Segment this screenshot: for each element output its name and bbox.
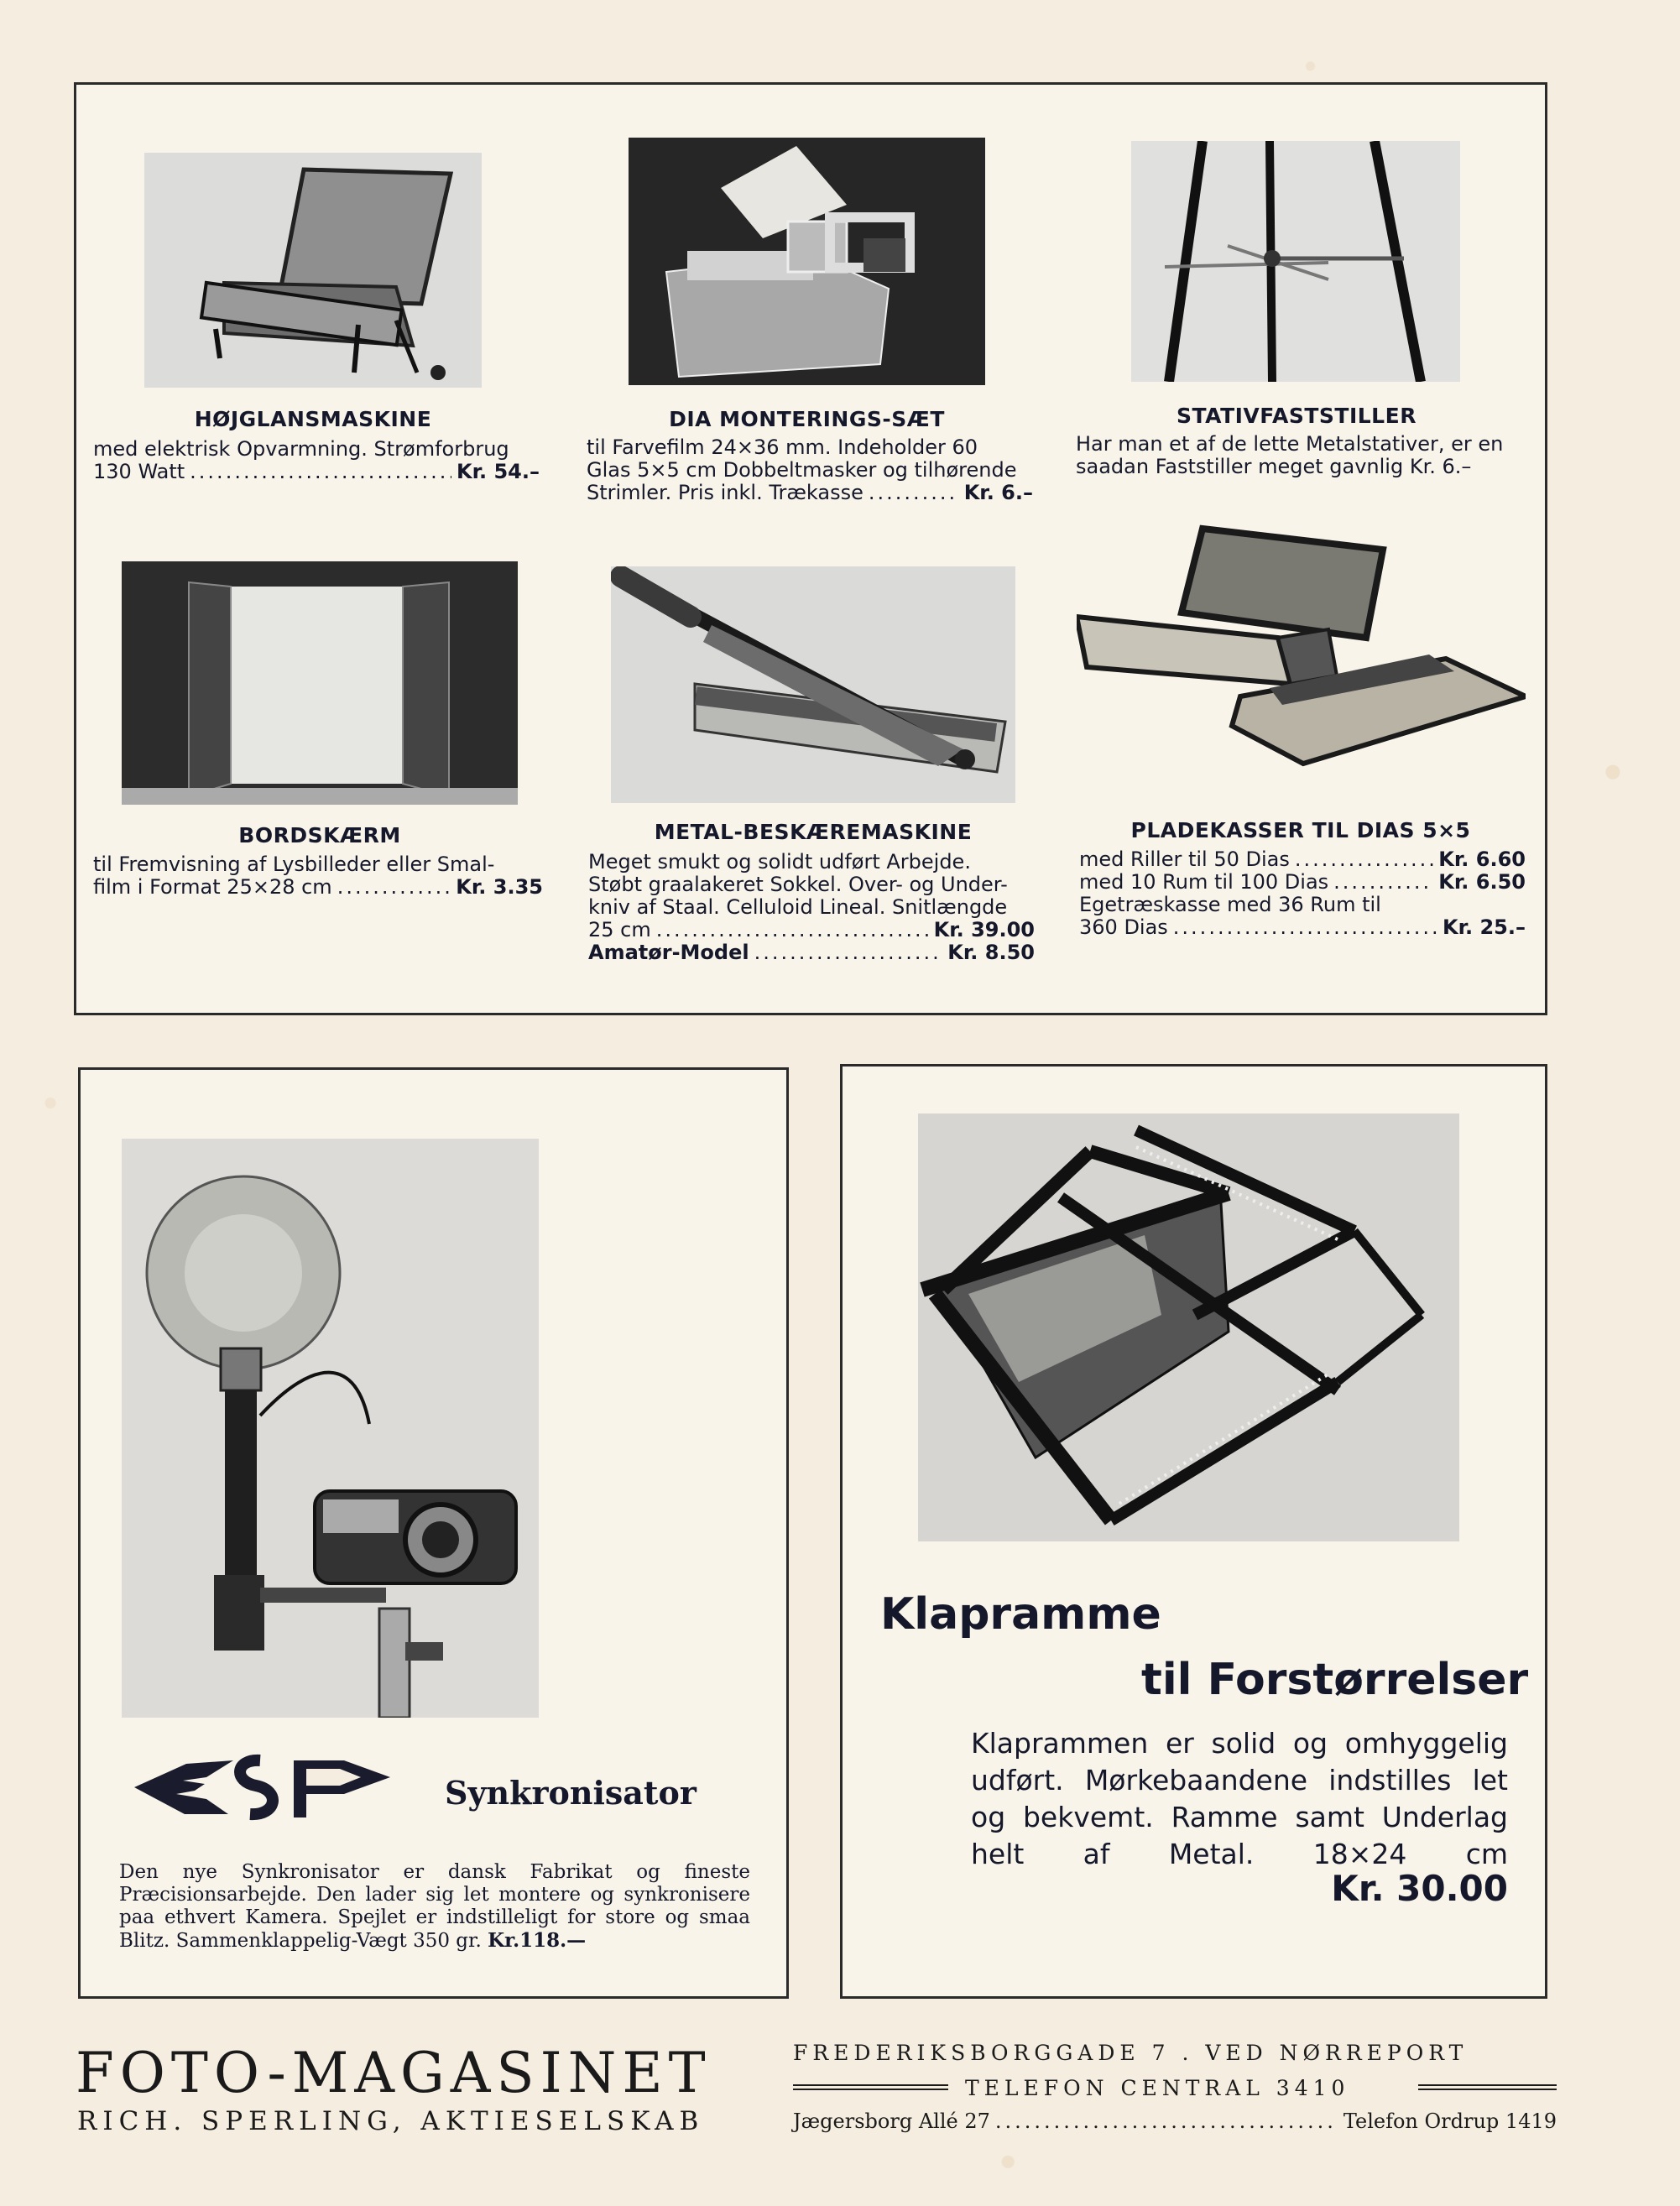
price-value: Kr. 6.50 xyxy=(1438,870,1526,894)
description-line: Glas 5×5 cm Dobbeltmasker og tilhørende xyxy=(587,458,1017,482)
description-line: saadan Faststiller meget gavnlig Kr. 6.– xyxy=(1076,455,1472,478)
klapramme-title-line1: Klapramme xyxy=(880,1589,1161,1640)
product-description xyxy=(588,851,1035,964)
esp-price: Kr.118.— xyxy=(488,1929,587,1952)
esp-body-text xyxy=(119,1861,750,1953)
price-row-label: med 10 Rum til 100 Dias xyxy=(1079,870,1329,894)
metal-beskaeremaskine-photo xyxy=(611,566,1015,803)
price-value: Kr. 25.– xyxy=(1443,915,1526,939)
description-line: med elektrisk Opvarmning. Strømforbrug xyxy=(93,437,509,461)
price-value: Kr. 6.– xyxy=(963,481,1033,504)
stativfaststiller-photo xyxy=(1131,141,1460,382)
footer-branch-phone: Telefon Ordrup 1419 xyxy=(1343,2110,1557,2133)
footer-company: RICH. SPERLING, AKTIESELSKAB xyxy=(77,2106,705,2136)
price-row xyxy=(93,876,543,899)
klapramme-price: Kr. 30.00 xyxy=(1331,1868,1508,1909)
klapramme-photo xyxy=(918,1113,1459,1541)
esp-logo xyxy=(134,1744,390,1832)
price-value: Kr. 39.00 xyxy=(933,918,1035,941)
product-description xyxy=(93,853,543,899)
footer-phone: TELEFON CENTRAL 3410 xyxy=(965,2076,1350,2100)
description-line: Meget smukt og solidt udført Arbejde. xyxy=(588,850,971,874)
product-title: DIA MONTERINGS-SÆT xyxy=(669,407,945,431)
product-description xyxy=(587,436,1033,504)
footer-rule-right xyxy=(1418,2084,1557,2090)
price-value: Kr. 3.35 xyxy=(456,875,543,899)
footer-store-name: FOTO-MAGASINET xyxy=(76,2041,712,2105)
esp-body: Den nye Synkronisator er dansk Fabrikat og fineste Præcisionsarbejde. Den lader sig let montere og synkronisere paa ethvert Kamera. Spejlet er indstilleligt for store og smaa Blitz. Sammenklappelig-Vægt 350 gr. xyxy=(119,1861,750,1952)
price-value: Kr. 6.60 xyxy=(1438,847,1526,871)
description-line: kniv af Staal. Celluloid Lineal. Snitlængde xyxy=(588,895,1008,919)
product-title: BORDSKÆRM xyxy=(238,823,401,847)
description-line: til Fremvisning af Lysbilleder eller Smal- xyxy=(93,853,495,876)
price-row xyxy=(588,919,1035,941)
footer-rule-left xyxy=(793,2084,948,2090)
price-row-label: med Riller til 50 Dias xyxy=(1079,847,1290,871)
klapramme-title-line2: til Forstørrelser xyxy=(1141,1655,1529,1705)
product-description xyxy=(1079,848,1526,939)
description-line: til Farvefilm 24×36 mm. Indeholder 60 xyxy=(587,435,978,459)
price-row xyxy=(1079,916,1526,939)
description-line: Egetræskasse med 36 Rum til xyxy=(1079,893,1381,916)
footer-branch-line xyxy=(793,2110,1557,2133)
dia-monterings-saet-photo xyxy=(629,138,985,385)
synkronisator-camera-photo xyxy=(122,1139,539,1718)
footer-address: FREDERIKSBORGGADE 7 . VED NØRREPORT xyxy=(793,2041,1469,2065)
description-line: Har man et af de lette Metalstativer, er en xyxy=(1076,432,1504,456)
hojglansmaskine-photo xyxy=(144,153,482,388)
klapramme-body: Klaprammen er solid og omhyggelig udført. Mørkebaandene indstilles let og bekvemt. Ramme samt Underlag helt af Metal. 18×24 cm xyxy=(971,1727,1508,1870)
price-row-label: 25 cm xyxy=(588,918,651,941)
product-title: PLADEKASSER TIL DIAS 5×5 xyxy=(1130,818,1471,842)
product-title: HØJGLANSMASKINE xyxy=(194,407,432,431)
price-row xyxy=(588,941,1035,964)
price-row xyxy=(587,482,1033,504)
price-row-label: 360 Dias xyxy=(1079,915,1168,939)
price-row-label: film i Format 25×28 cm xyxy=(93,875,332,899)
price-value: Kr. 8.50 xyxy=(947,941,1035,964)
esp-heading: Synkronisator xyxy=(445,1774,697,1812)
pladekasser-photo xyxy=(1077,520,1526,772)
description-line: Støbt graalakeret Sokkel. Over- og Under- xyxy=(588,873,1008,896)
price-row-label: Amatør-Model xyxy=(588,941,749,964)
price-row-label: 130 Watt xyxy=(93,460,185,483)
product-title: METAL-BESKÆREMASKINE xyxy=(654,820,973,844)
price-value: Kr. 54.– xyxy=(457,460,540,483)
product-description xyxy=(93,438,540,483)
product-description xyxy=(1076,433,1529,478)
price-row xyxy=(1079,871,1526,894)
price-row xyxy=(1079,848,1526,871)
price-row xyxy=(93,461,540,483)
bordskaerm-photo xyxy=(122,561,518,805)
footer-branch-address: Jægersborg Allé 27 xyxy=(793,2110,990,2133)
price-row-label: Strimler. Pris inkl. Trækasse xyxy=(587,481,863,504)
product-title: STATIVFASTSTILLER xyxy=(1177,404,1417,428)
